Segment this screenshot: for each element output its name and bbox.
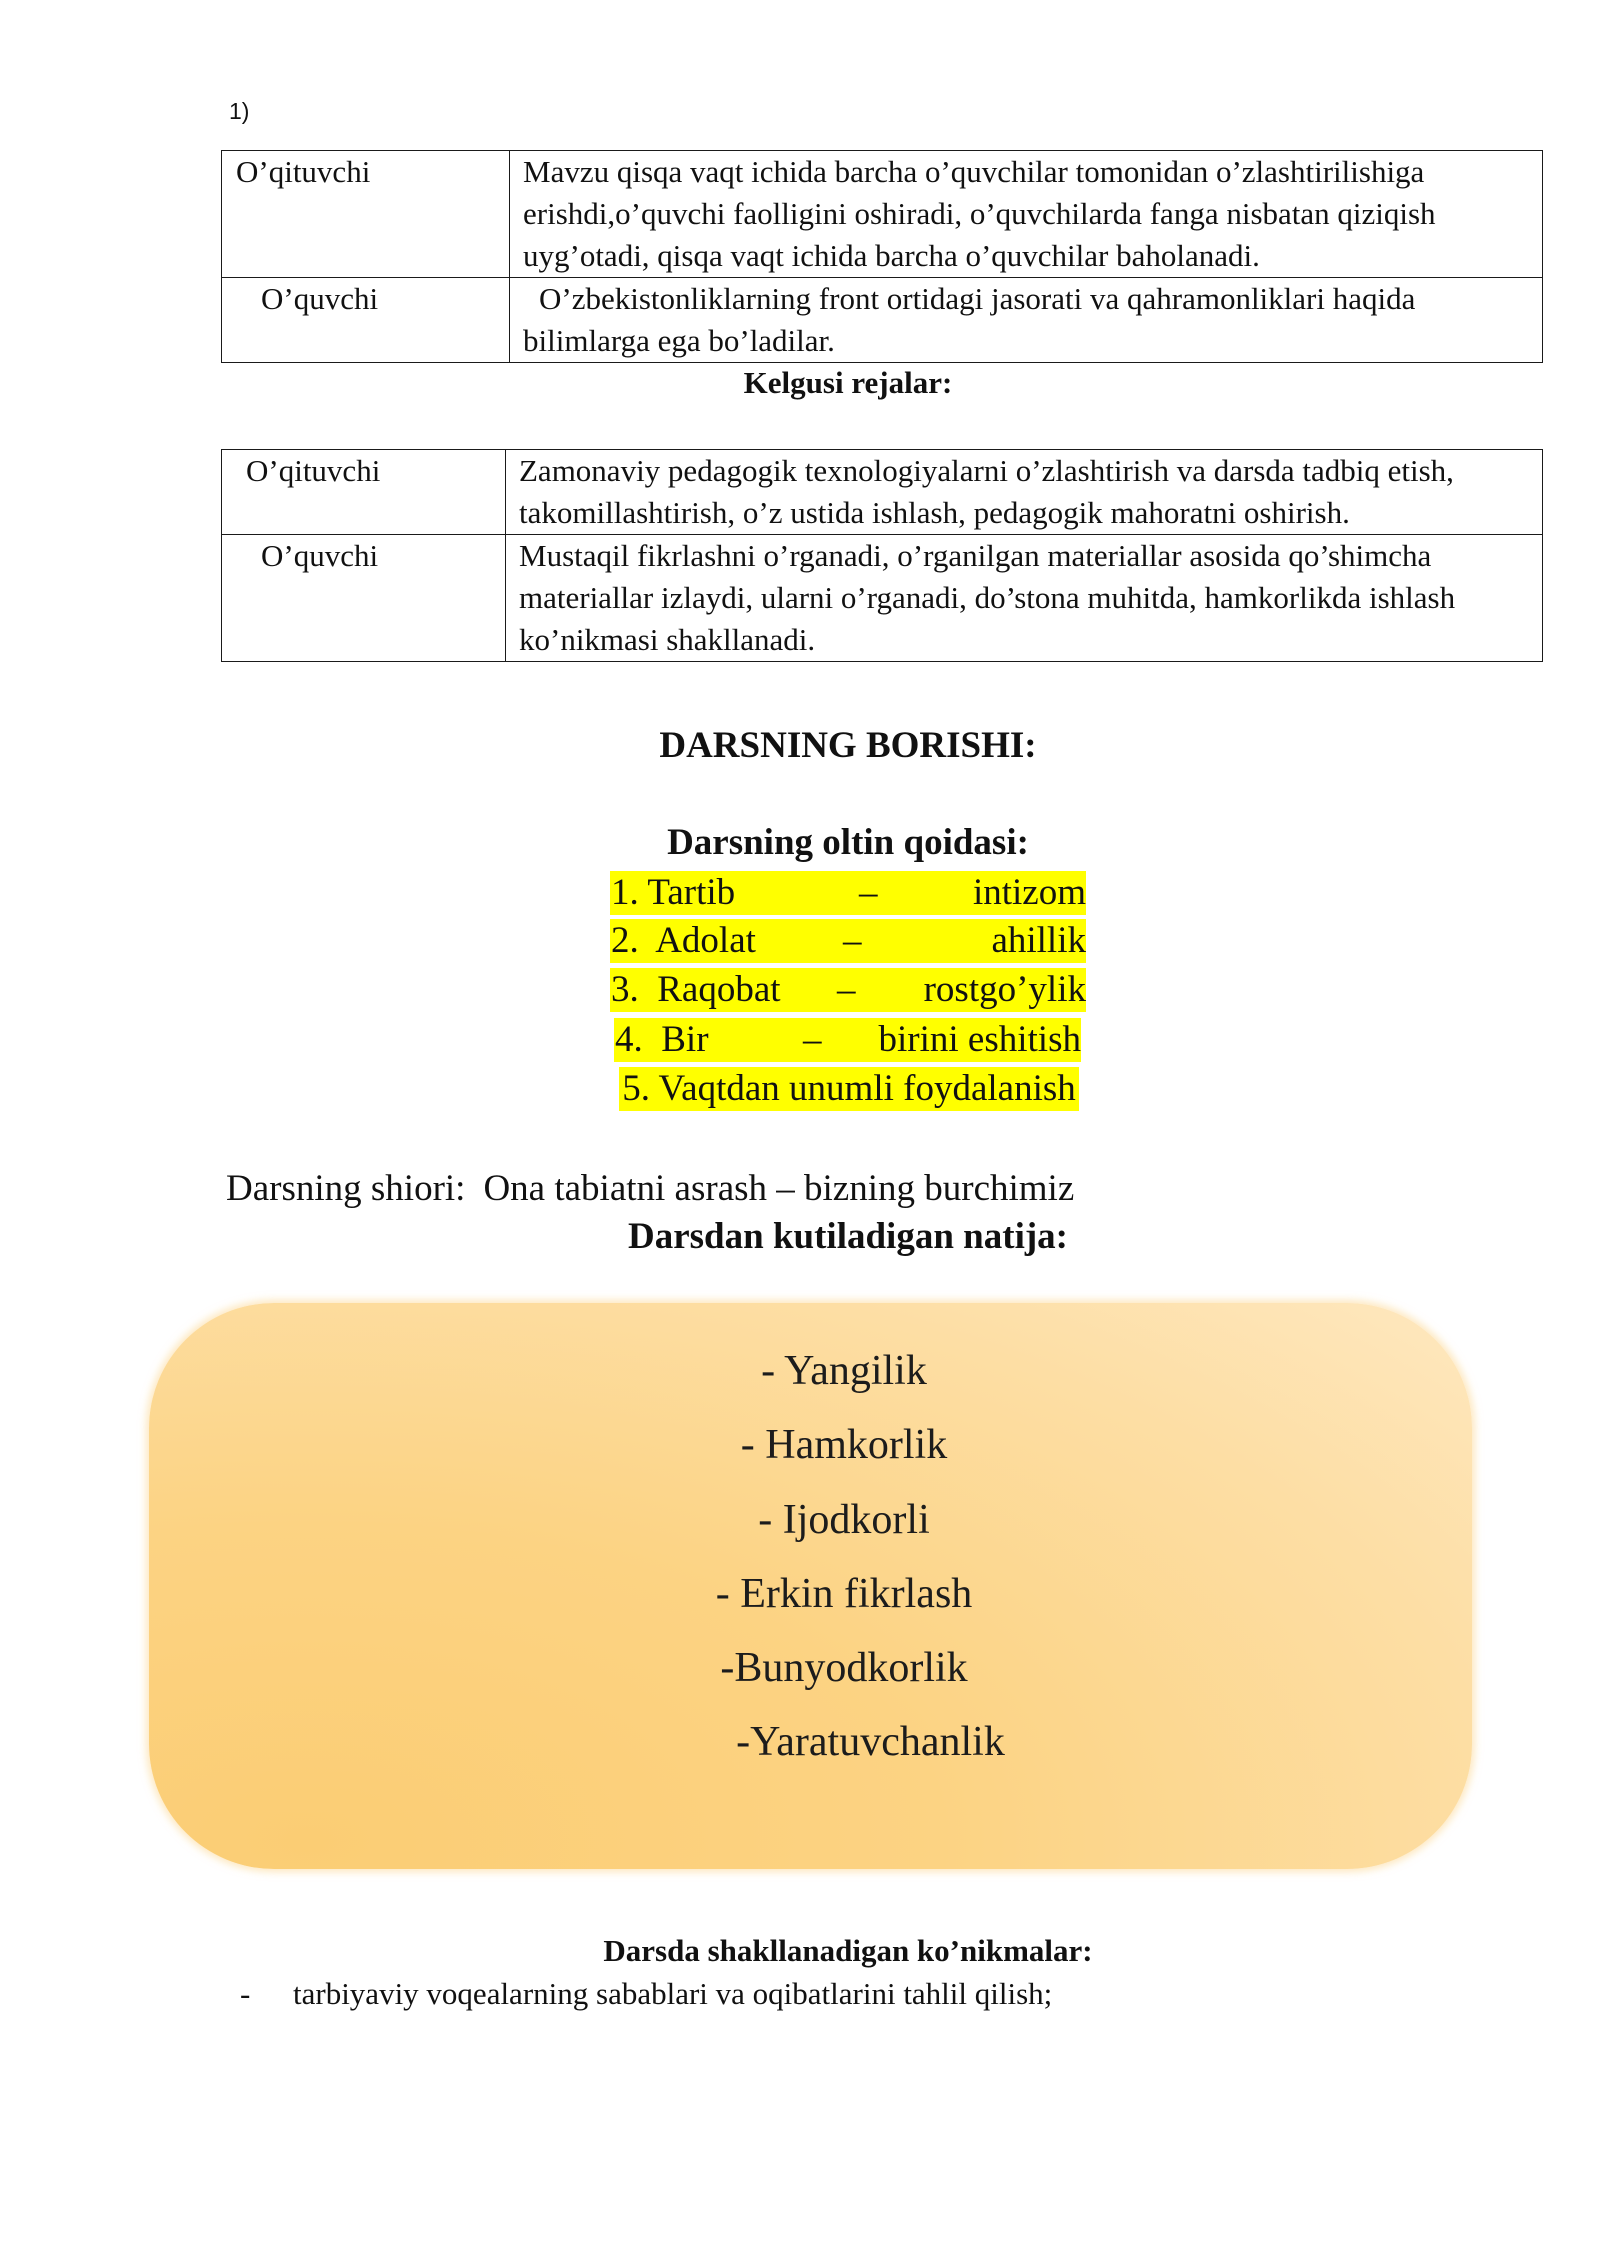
text-line: uyg’otadi, qisqa vaqt ichida barcha o’quvchilar baholanadi. [523,238,1260,273]
text-line: takomillashtirish, o’z ustida ishlash, pedagogik mahoratni oshirish. [519,495,1350,530]
rule-dash: – [803,1019,822,1060]
skills-heading: Darsda shakllanadigan ko’nikmalar: [603,1933,1093,1968]
rule-right: intizom [972,872,1086,913]
golden-rule-item [610,968,1086,1012]
rule-right: rostgo’ylik [923,969,1086,1010]
text-line: materiallar izlaydi, ularni o’rganadi, do’stona muhitda, hamkorlikda ishlash [519,580,1456,615]
role-cell-student: O’quvchi [222,535,506,661]
text-line: erishdi,o’quvchi faolligini oshiradi, o’quvchilarda fanga nisbatan qiziqish [523,196,1436,231]
rule-left: 1. Tartib [611,872,736,913]
text-line: ko’nikmasi shakllanadi. [519,622,816,657]
table-row [222,277,1542,362]
motto-label: Darsning shiori: [226,1168,466,1209]
rule-dash: – [837,969,856,1010]
rule-dash: – [843,920,862,961]
future-plans-table [221,449,1543,662]
golden-rules-heading: Darsning oltin qoidasi: [667,822,1029,863]
table-row [222,534,1542,661]
lesson-progress-heading: DARSNING BORISHI: [659,725,1037,766]
rule-right: ahillik [991,920,1086,961]
description-cell [506,535,1542,661]
description-cell [506,450,1542,534]
lesson-motto [226,1165,1074,1213]
list-item: - Erkin fikrlash [715,1570,973,1617]
rule-dash: – [859,872,878,913]
bullet-marker: - [240,1976,251,2011]
list-item: - Yangilik [761,1348,927,1394]
golden-rule-item [614,1018,1081,1062]
outcomes-table [221,150,1543,363]
rule-left: 3. Raqobat [611,969,781,1010]
text-line: Mavzu qisqa vaqt ichida barcha o’quvchilar tomonidan o’zlashtirilishiga [523,154,1425,189]
rule-left: 4. Bir [615,1019,709,1060]
role-cell-teacher: O’qituvchi [222,151,510,277]
rule-right: birini eshitish [878,1019,1081,1060]
text-line: O’zbekistonliklarning front ortidagi jasorati va qahramonliklari haqida [539,281,1416,316]
rule-left: 2. Adolat [611,920,756,961]
text-line: Mustaqil fikrlashni o’rganadi, o’rganilgan materiallar asosida qo’shimcha [519,538,1432,573]
list-item: - Hamkorlik [740,1422,948,1469]
text-line: bilimlarga ega bo’ladilar. [523,323,835,358]
role-cell-student: O’quvchi [222,278,510,362]
future-plans-heading: Kelgusi rejalar: [743,365,953,400]
skill-item-text: tarbiyaviy voqealarning sabablari va oqibatlarini tahlil qilish; [293,1976,1053,2011]
role-cell-teacher: O’qituvchi [222,450,506,534]
page-number: 1) [229,98,250,124]
description-cell [510,278,1542,362]
table-row [222,151,1542,277]
list-item: - Ijodkorli [758,1496,930,1543]
list-item: -Yaratuvchanlik [736,1719,1005,1766]
description-cell [510,151,1542,277]
golden-rule-item [610,919,1086,963]
table-row [222,450,1542,534]
expected-results-heading: Darsdan kutiladigan natija: [628,1216,1068,1257]
golden-rule-item: 5. Vaqtdan unumli foydalanish [619,1067,1079,1111]
text-line: Zamonaviy pedagogik texnologiyalarni o’zlashtirish va darsda tadbiq etish, [519,453,1454,488]
expected-results-box [149,1303,1472,1869]
motto-text: Ona tabiatni asrash – bizning burchimiz [483,1168,1075,1209]
golden-rule-item [610,871,1086,915]
list-item: -Bunyodkorlik [720,1645,968,1692]
expected-results-list [544,1334,1144,1780]
